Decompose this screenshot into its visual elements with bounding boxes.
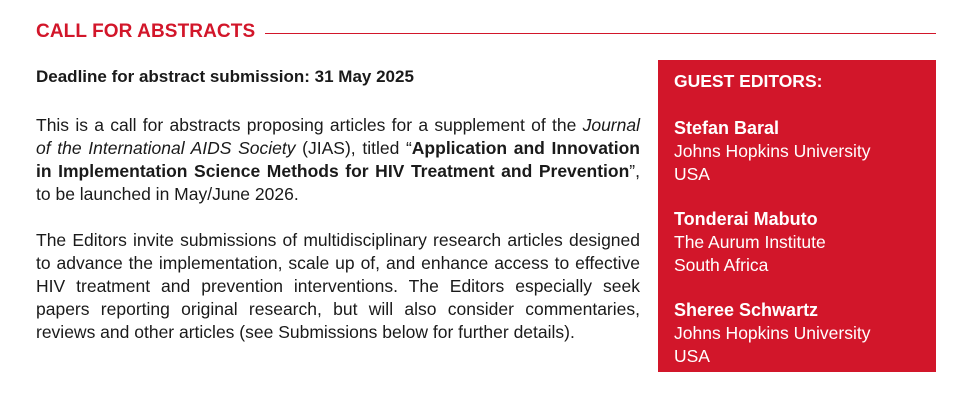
editor-name: Tonderai Mabuto	[674, 209, 818, 229]
supplement-title: Application and Innovation in Implementation Science Methods for HIV Treatment and Prevention	[36, 138, 640, 181]
section-header	[36, 20, 936, 44]
editor-institution: The Aurum Institute	[674, 232, 826, 252]
intro-text-2: (JIAS), titled “	[295, 138, 412, 158]
editor-name: Sheree Schwartz	[674, 300, 819, 320]
section-title: CALL FOR ABSTRACTS	[36, 21, 256, 42]
intro-text-1: This is a call for abstracts proposing articles for a supplement of the	[36, 115, 583, 135]
editor-name: Stefan Baral	[674, 118, 780, 138]
editor-institution: Johns Hopkins University	[674, 141, 871, 161]
main-column	[36, 66, 640, 344]
editor-institution: Johns Hopkins University	[674, 323, 871, 343]
guest-editors-panel	[658, 60, 936, 372]
invitation-paragraph: The Editors invite submissions of multidisciplinary research articles designed to advance the implementation, scale up of, and enhance access to effective HIV treatment and prevention interventions. The Editors especially seek papers reporting original research, but will also consider commentaries, reviews and other articles (see Submissions below for further details).	[36, 230, 640, 342]
editor-country: South Africa	[674, 255, 769, 275]
editor-country: USA	[674, 164, 710, 184]
editor-entry	[674, 117, 920, 186]
deadline-text: Deadline for abstract submission: 31 May 2025	[36, 67, 414, 86]
editor-entry	[674, 208, 920, 277]
intro-paragraph	[36, 114, 640, 206]
editor-country: USA	[674, 346, 710, 366]
editor-entry	[674, 299, 920, 368]
intro-text-3: ”, to be launched in May/June 2026.	[36, 161, 640, 204]
guest-editors-title: GUEST EDITORS:	[674, 71, 823, 91]
header-divider	[265, 33, 936, 34]
journal-name: Journal of the International AIDS Society	[36, 115, 640, 158]
